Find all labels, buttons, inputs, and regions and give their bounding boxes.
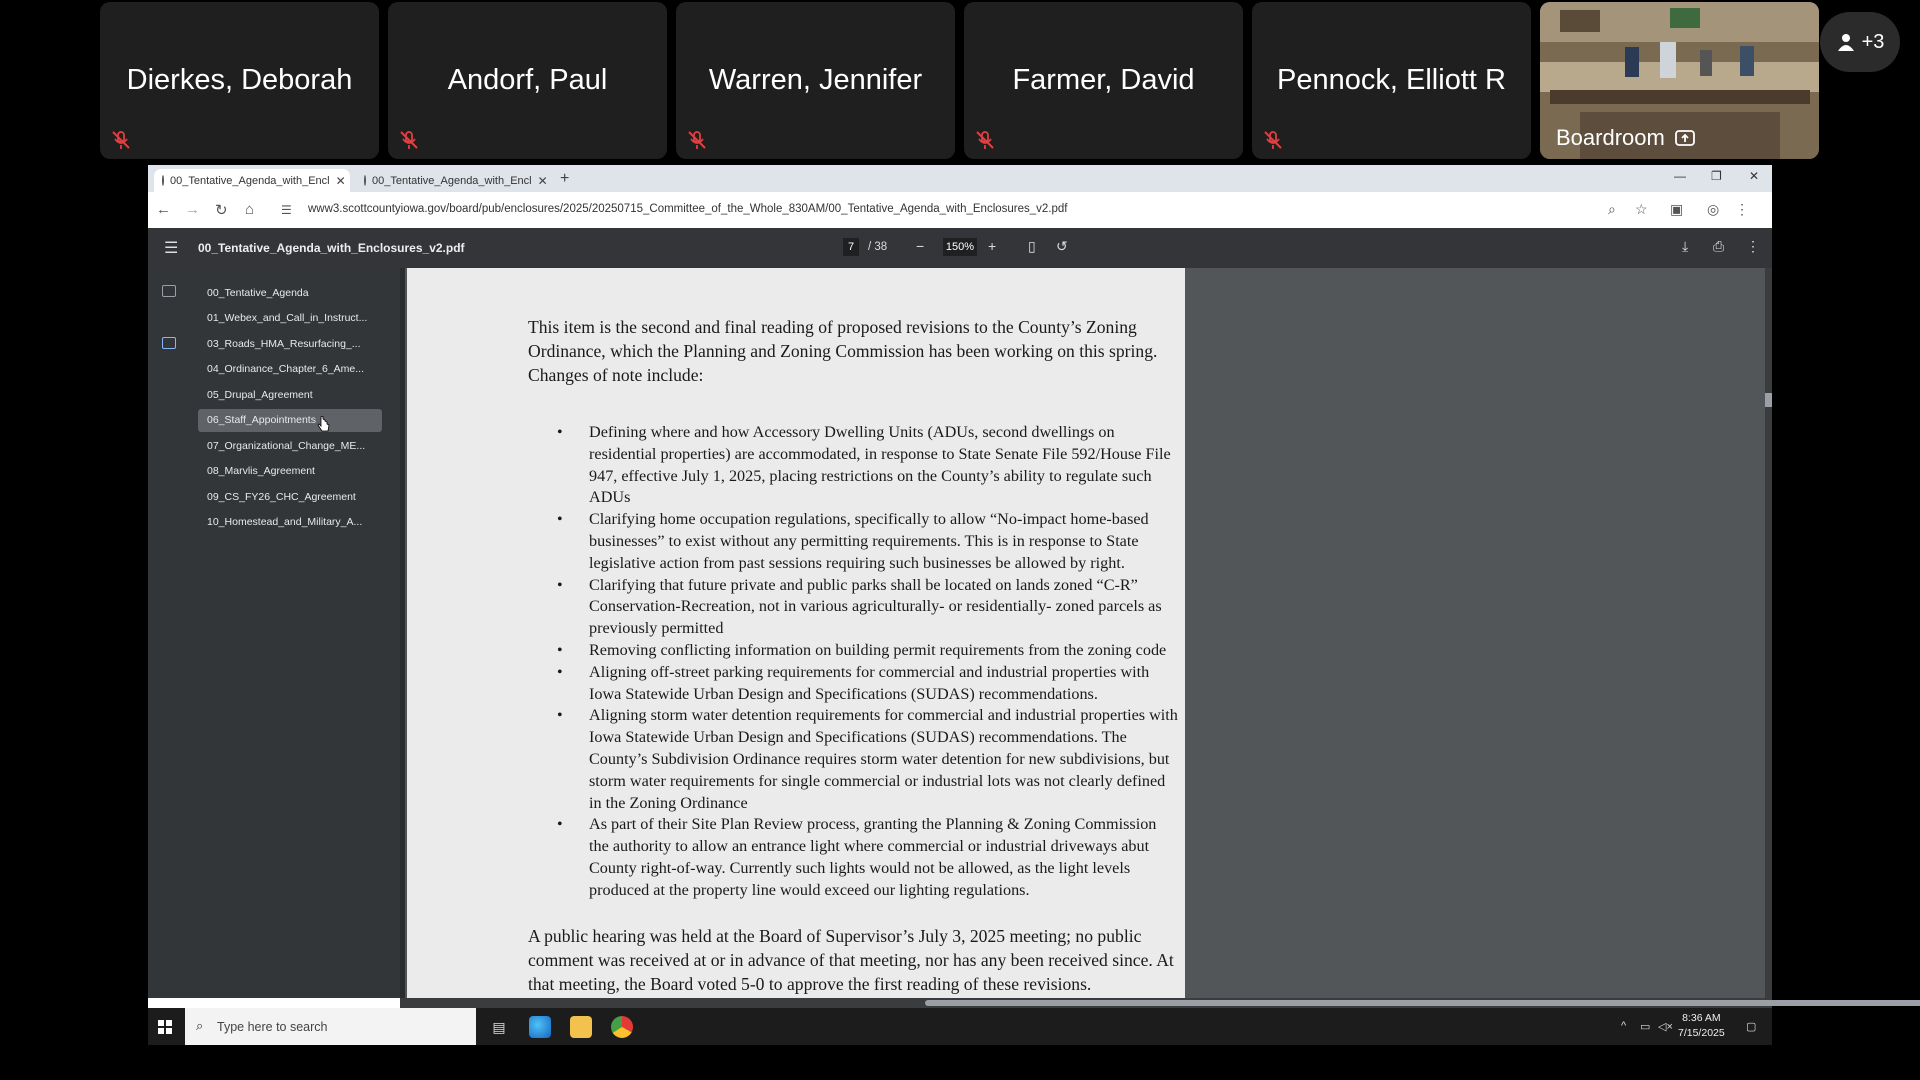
bookmark-item[interactable]: 00_Tentative_Agenda [207, 287, 309, 299]
restore-icon[interactable]: ❐ [1711, 169, 1722, 183]
reload-icon[interactable]: ↻ [215, 202, 228, 219]
thumbnails-icon[interactable] [162, 285, 176, 297]
video-label-text: Boardroom [1556, 125, 1665, 150]
list-item: • Aligning storm water detention requirements for commercial and industrial properties with Iowa Statewide Urban Design and Specifications (SUDAS) recommendations. The County’s Subdivision Ordinance requires storm water detention for new subdivisions, but storm water requirements for single commercial or industrial lots was not clearly defined in the Zoning Ordinance [528, 705, 1178, 814]
site-info-icon[interactable]: ☰ [281, 203, 292, 217]
participant-tile[interactable] [1252, 2, 1531, 159]
participant-name: Warren, Jennifer [708, 64, 923, 96]
mic-off-icon [398, 129, 420, 151]
back-icon[interactable]: ← [156, 201, 171, 218]
print-icon[interactable]: ⎙ [1713, 238, 1725, 254]
pdf-sidebar [148, 268, 400, 998]
zoom-in-icon[interactable]: + [988, 238, 997, 254]
more-participants-button[interactable] [1820, 12, 1900, 72]
screen-share-icon [1675, 130, 1695, 146]
globe-icon [162, 175, 164, 186]
vertical-scrollbar[interactable] [1765, 268, 1772, 998]
search-icon: ⌕ [196, 1018, 204, 1033]
video-label [1556, 125, 1695, 151]
close-tab-icon[interactable]: ✕ [537, 173, 548, 188]
list-item: • Defining where and how Accessory Dwelling Units (ADUs, second dwellings on residential properties) are accommodated, in response to State Senate File 592/House File 947, effective July 1, 2025, placing restrictions on the County’s ability to regulate such ADUs [528, 422, 1178, 509]
horizontal-scrollbar[interactable] [400, 998, 1772, 1008]
edge-icon[interactable] [529, 1016, 551, 1038]
bookmark-item[interactable]: 09_CS_FY26_CHC_Agreement [207, 491, 356, 503]
profile-icon[interactable]: ◎ [1707, 201, 1720, 217]
bookmark-item[interactable]: 10_Homestead_and_Military_A... [207, 516, 363, 528]
bookmark-item[interactable]: 04_Ordinance_Chapter_6_Ame... [207, 363, 365, 375]
browser-menu-icon[interactable]: ⋮ [1735, 201, 1749, 217]
browser-window [148, 165, 1772, 1045]
taskbar [148, 1008, 1772, 1045]
pdf-page [407, 268, 1185, 998]
tab-title: 00_Tentative_Agenda_with_Encl [372, 174, 532, 187]
horizontal-scroll-thumb[interactable] [925, 1000, 1920, 1006]
pdf-filename: 00_Tentative_Agenda_with_Enclosures_v2.pdf [198, 241, 465, 255]
list-item: • As part of their Site Plan Review process, granting the Planning & Zoning Commission the authority to allow an entrance light where commercial or industrial driveways abut County right-of-way. Currently such lights would not be allowed, as the light levels produced at the property line would exceed our lighting regulations. [528, 814, 1178, 901]
volume-muted-icon[interactable]: ◁× [1658, 1021, 1673, 1033]
network-icon[interactable]: ▭ [1640, 1021, 1651, 1033]
tab-bar [148, 165, 1772, 192]
pdf-toolbar [148, 228, 1772, 268]
bookmark-item[interactable]: 05_Drupal_Agreement [207, 389, 313, 401]
document-outline-icon[interactable] [162, 337, 176, 349]
participant-tile[interactable] [676, 2, 955, 159]
page-number-input[interactable]: 7 [843, 238, 859, 256]
vertical-scroll-thumb[interactable] [1765, 393, 1772, 407]
file-explorer-icon[interactable] [570, 1016, 592, 1038]
mic-off-icon [110, 129, 132, 151]
list-item: • Aligning off-street parking requirements for commercial and industrial properties with Iowa Statewide Urban Design and Specifications (SUDAS) recommendations. [528, 662, 1178, 706]
closing-paragraph: A public hearing was held at the Board of Supervisor’s July 3, 2025 meeting; no public comment was received at or in advance of that meeting, nor has any been received since. At that meeting, the Board voted 5-0 to approve the first reading of these revisions. [528, 926, 1174, 994]
tab-title: 00_Tentative_Agenda_with_Encl [170, 174, 330, 187]
bookmark-item[interactable]: 08_Marvlis_Agreement [207, 465, 315, 477]
pdf-more-icon[interactable]: ⋮ [1746, 238, 1760, 254]
pdf-viewer [148, 268, 1772, 998]
participant-tile[interactable] [100, 2, 379, 159]
zoom-level-input[interactable]: 150% [943, 238, 977, 256]
close-tab-icon[interactable]: ✕ [335, 173, 346, 188]
download-icon[interactable]: ⤓ [1682, 238, 1689, 254]
task-view-icon[interactable]: ▤ [492, 1019, 506, 1035]
person-icon [1836, 32, 1856, 52]
mic-off-icon [686, 129, 708, 151]
bookmark-star-icon[interactable]: ☆ [1635, 201, 1648, 217]
sidebar-resize-handle[interactable] [400, 268, 405, 998]
outline-menu-icon[interactable]: ☰ [164, 240, 179, 257]
search-placeholder: Type here to search [217, 1020, 328, 1034]
sidepanel-icon[interactable]: ▣ [1670, 201, 1684, 217]
bookmark-item[interactable]: 01_Webex_and_Call_in_Instruct... [207, 312, 368, 324]
fit-page-icon[interactable]: ▯ [1028, 238, 1036, 254]
participant-tile[interactable] [388, 2, 667, 159]
home-icon[interactable]: ⌂ [245, 201, 255, 218]
participant-name: Andorf, Paul [447, 64, 608, 96]
participant-name: Dierkes, Deborah [126, 64, 353, 96]
rotate-icon[interactable]: ↺ [1056, 238, 1068, 254]
page-total: / 38 [868, 241, 888, 253]
new-tab-icon[interactable]: + [560, 170, 570, 187]
notifications-icon[interactable]: ▢ [1746, 1021, 1757, 1033]
participant-tile[interactable] [964, 2, 1243, 159]
bookmark-item-selected[interactable]: 06_Staff_Appointments [198, 409, 382, 432]
tray-chevron-icon[interactable]: ^ [1621, 1020, 1627, 1032]
system-clock[interactable] [1678, 1011, 1725, 1041]
participant-name: Pennock, Elliott R [1277, 64, 1506, 96]
participant-name: Farmer, David [1012, 64, 1195, 96]
list-item: • Removing conflicting information on building permit requirements from the zoning code [528, 640, 1178, 662]
close-window-icon[interactable]: ✕ [1749, 169, 1760, 183]
taskbar-search[interactable] [185, 1008, 476, 1045]
zoom-icon[interactable]: ⌕ [1608, 201, 1616, 217]
tab-pdf-2[interactable] [356, 169, 552, 192]
chrome-icon[interactable] [611, 1016, 633, 1038]
clock-date: 7/15/2025 [1678, 1027, 1725, 1039]
address-bar-row [148, 192, 1772, 229]
mic-off-icon [1262, 129, 1284, 151]
tab-pdf-1[interactable] [154, 169, 350, 192]
video-tile-boardroom[interactable] [1540, 2, 1819, 159]
clock-time: 8:36 AM [1682, 1012, 1721, 1024]
list-item: • Clarifying that future private and public parks shall be located on lands zoned “C-R” Conservation-Recreation, not in various agriculturally- or residentially- zoned parcels as previously permitted [528, 575, 1178, 640]
intro-paragraph: This item is the second and final reading of proposed revisions to the County’s Zoning Ordinance, which the Planning and Zoning Commission has been working on this spring. Changes of note include: [528, 317, 1158, 385]
forward-icon[interactable]: → [185, 201, 200, 218]
url-field[interactable]: www3.scottcountyiowa.gov/board/pub/enclosures/2025/20250715_Committee_of_the_Whole_830AM/00_Tentative_Agenda_with_Enclosures_v2.pdf [308, 203, 1068, 215]
list-item: • Clarifying home occupation regulations, specifically to allow “No-impact home-based businesses” to exist without any permitting requirements. This is in response to State legislative action from past sessions requiring such businesses be allowed by right. [528, 509, 1178, 574]
minimize-icon[interactable]: — [1674, 169, 1686, 183]
mouse-cursor-icon [316, 416, 330, 434]
more-participants-count: +3 [1861, 30, 1885, 53]
windows-start-icon[interactable] [158, 1020, 172, 1034]
bookmark-item[interactable]: 07_Organizational_Change_ME... [207, 440, 366, 452]
bookmark-item[interactable]: 03_Roads_HMA_Resurfacing_... [207, 338, 361, 350]
changes-list [528, 422, 1178, 902]
zoom-out-icon[interactable]: − [916, 238, 925, 254]
globe-icon [364, 175, 366, 186]
mic-off-icon [974, 129, 996, 151]
